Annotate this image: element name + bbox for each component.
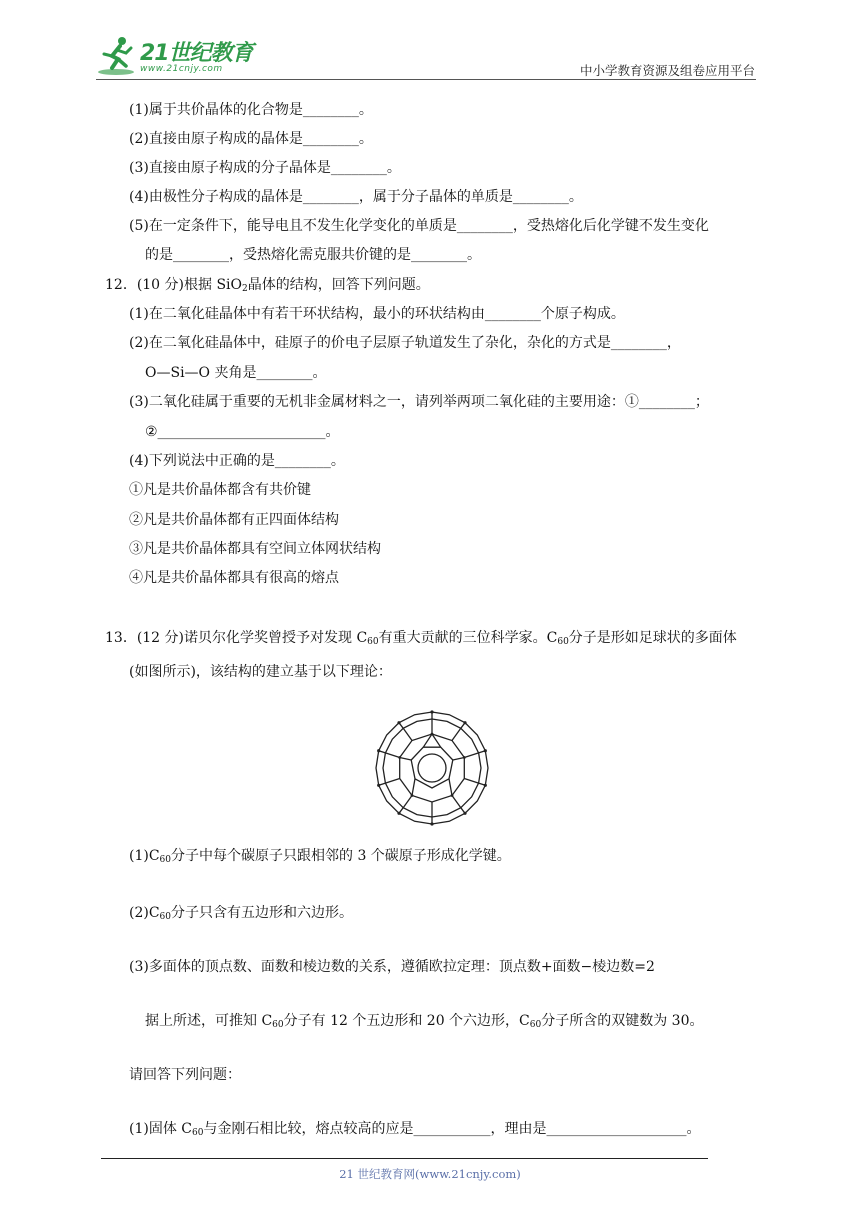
q12-item-3b: ②________________________。: [145, 424, 340, 440]
site-logo[interactable]: [96, 34, 266, 78]
q11-item-2: (2)直接由原子构成的晶体是________。: [129, 131, 373, 147]
q11-item-3: (3)直接由原子构成的分子晶体是________。: [129, 160, 401, 176]
q12-item-1: (1)在二氧化硅晶体中有若干环状结构，最小的环状结构由________个原子构成。: [129, 306, 625, 322]
q12-item-2a: (2)在二氧化硅晶体中，硅原子的价电子层原子轨道发生了杂化，杂化的方式是________，: [129, 335, 681, 351]
runner-icon: [96, 34, 140, 78]
footer-link[interactable]: 21 世纪教育网(www.21cnjy.com): [339, 1167, 521, 1181]
logo-brand-text: 21世纪教育: [140, 41, 253, 66]
q11-item-5a: (5)在一定条件下，能导电且不发生化学变化的单质是________，受热熔化后化学键不发生变化: [129, 218, 709, 234]
header-slogan: 中小学教育资源及组卷应用平台: [579, 63, 755, 78]
q13-ask: 请回答下列问题：: [129, 1067, 241, 1083]
q12-stem: 12．(10 分)根据 SiO$_2$晶体的结构，回答下列问题。: [105, 277, 430, 294]
footer-divider: [101, 1158, 708, 1159]
q12-item-2b: O—Si—O 夹角是________。: [145, 365, 327, 381]
q13-question-1: (1)固体 $C_{60}$与金刚石相比较，熔点较高的应是___________，理由是____________________。: [129, 1121, 701, 1138]
q13-theory-1: $(1)C_{60}$分子中每个碳原子只跟相邻的 3 个碳原子形成化学键。: [129, 848, 511, 865]
q11-item-1: (1)属于共价晶体的化合物是________。: [129, 102, 373, 118]
q11-item-4: (4)由极性分子构成的晶体是________，属于分子晶体的单质是________。: [129, 189, 583, 205]
q13-conclusion: 据上所述，可推知 $C_{60}$分子有 12 个五边形和 20 个六边形，$C_{60}$分子所含的双键数为 30。: [145, 1013, 704, 1030]
q12-option-3: ③凡是共价晶体都具有空间立体网状结构: [129, 541, 381, 557]
q13-theory-3: (3)多面体的顶点数、面数和棱边数的关系，遵循欧拉定理：顶点数+面数−棱边数=2: [129, 959, 655, 975]
q12-item-4: (4)下列说法中正确的是________。: [129, 453, 345, 469]
logo-site-text: www.21cnjy.com: [140, 64, 223, 74]
c60-fullerene-figure: [370, 706, 494, 830]
q13-stem-a: 13．(12 分)诺贝尔化学奖曾授予对发现 $C_{60}$有重大贡献的三位科学家。$C_{60}$分子是形如足球状的多面体: [105, 630, 737, 647]
q12-option-1: ①凡是共价晶体都含有共价键: [129, 482, 311, 498]
q13-theory-2: $(2)C_{60}$分子只含有五边形和六边形。: [129, 905, 353, 922]
q13-stem-b: (如图所示)，该结构的建立基于以下理论：: [129, 664, 392, 680]
header-divider: [96, 79, 756, 80]
q11-item-5b: 的是________，受热熔化需克服共价键的是________。: [145, 247, 481, 263]
q12-option-4: ④凡是共价晶体都具有很高的熔点: [129, 570, 339, 586]
q12-item-3a: (3)二氧化硅属于重要的无机非金属材料之一，请列举两项二氧化硅的主要用途：①________；: [129, 394, 709, 410]
q12-option-2: ②凡是共价晶体都有正四面体结构: [129, 512, 339, 528]
